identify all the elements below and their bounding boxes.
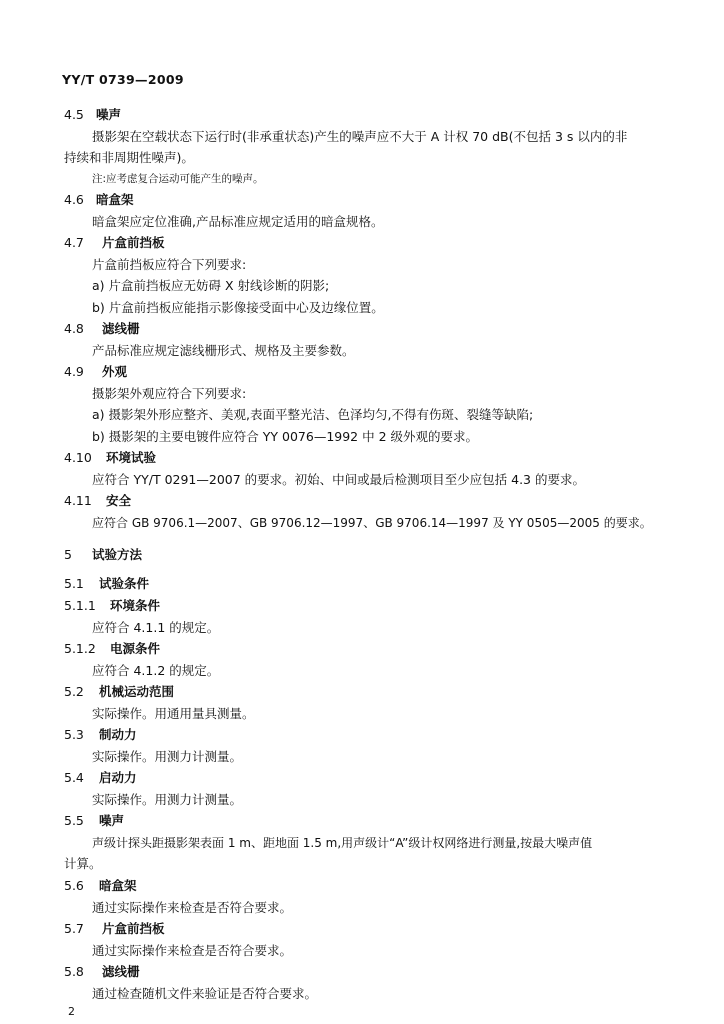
section-number: 4.10: [64, 450, 92, 465]
paragraph-line: 实际操作。用通用量具测量。: [92, 706, 255, 721]
list-item: b) 片盒前挡板应能指示影像接受面中心及边缘位置。: [92, 300, 384, 315]
section-title: 安全: [106, 493, 132, 508]
paragraph-line: 通过实际操作来检查是否符合要求。: [92, 900, 293, 915]
paragraph-line: 暗盒架应定位准确,产品标准应规定适用的暗盒规格。: [92, 214, 384, 229]
paragraph-line: 通过检查随机文件来验证是否符合要求。: [92, 986, 318, 1001]
paragraph-line: 应符合 4.1.2 的规定。: [92, 663, 220, 678]
paragraph-line: 应符合 YY/T 0291—2007 的要求。初始、中间或最后检测项目至少应包括 4.3 的要求。: [92, 472, 585, 487]
list-item: b) 摄影架的主要电镀件应符合 YY 0076—1992 中 2 级外观的要求。: [92, 429, 478, 444]
section-title: 启动力: [99, 770, 137, 785]
section-title: 噪声: [96, 107, 122, 122]
section-title: 噪声: [99, 813, 125, 828]
paragraph-line: 计算。: [64, 856, 102, 871]
section-title: 片盒前挡板: [102, 921, 165, 936]
section-number: 5.3: [64, 727, 84, 742]
section-number: 5.4: [64, 770, 84, 785]
section-title: 机械运动范围: [99, 684, 175, 699]
list-item: a) 摄影架外形应整齐、美观,表面平整光洁、色泽均匀,不得有伤斑、裂缝等缺陷;: [92, 407, 534, 422]
section-number: 5.1.2: [64, 641, 96, 656]
section-number: 5.1: [64, 576, 84, 591]
section-title: 环境条件: [110, 598, 161, 613]
standard-header: YY/T 0739—2009: [62, 72, 184, 87]
section-title: 环境试验: [106, 450, 157, 465]
section-number: 5.1.1: [64, 598, 96, 613]
section-number: 5.5: [64, 813, 84, 828]
chapter-title: 试验方法: [92, 547, 143, 562]
paragraph-line: 实际操作。用测力计测量。: [92, 792, 243, 807]
paragraph-line: 摄影架外观应符合下列要求:: [92, 386, 247, 401]
note-line: 注:应考虑复合运动可能产生的噪声。: [92, 173, 264, 185]
paragraph-line: 持续和非周期性噪声)。: [64, 150, 194, 165]
section-number: 4.5: [64, 107, 84, 122]
section-number: 5.6: [64, 878, 84, 893]
section-title: 电源条件: [110, 641, 161, 656]
section-title: 外观: [102, 364, 128, 379]
paragraph-line: 摄影架在空载状态下运行时(非承重状态)产生的噪声应不大于 A 计权 70 dB(不包括 3 s 以内的非: [92, 129, 628, 144]
section-number: 4.9: [64, 364, 84, 379]
section-number: 5.2: [64, 684, 84, 699]
paragraph-line: 声级计探头距摄影架表面 1 m、距地面 1.5 m,用声级计“A”级计权网络进行测量,按最大噪声值: [92, 836, 593, 850]
section-title: 暗盒架: [96, 192, 134, 207]
paragraph-line: 产品标准应规定滤线栅形式、规格及主要参数。: [92, 343, 355, 358]
section-title: 暗盒架: [99, 878, 137, 893]
section-title: 滤线栅: [102, 964, 140, 979]
page-number: 2: [68, 1005, 75, 1018]
paragraph-line: 实际操作。用测力计测量。: [92, 749, 243, 764]
section-number: 4.7: [64, 235, 84, 250]
paragraph-line: 片盒前挡板应符合下列要求:: [92, 257, 247, 272]
section-title: 试验条件: [99, 576, 150, 591]
list-item: a) 片盒前挡板应无妨碍 X 射线诊断的阴影;: [92, 278, 330, 293]
section-number: 4.6: [64, 192, 84, 207]
section-number: 5.8: [64, 964, 84, 979]
section-number: 4.8: [64, 321, 84, 336]
section-title: 片盒前挡板: [102, 235, 165, 250]
paragraph-line: 应符合 GB 9706.1—2007、GB 9706.12—1997、GB 9706.14—1997 及 YY 0505—2005 的要求。: [92, 516, 652, 530]
section-number: 5.7: [64, 921, 84, 936]
section-number: 4.11: [64, 493, 92, 508]
paragraph-line: 应符合 4.1.1 的规定。: [92, 620, 220, 635]
section-title: 滤线栅: [102, 321, 140, 336]
section-title: 制动力: [99, 727, 137, 742]
chapter-number: 5: [64, 547, 72, 562]
paragraph-line: 通过实际操作来检查是否符合要求。: [92, 943, 293, 958]
